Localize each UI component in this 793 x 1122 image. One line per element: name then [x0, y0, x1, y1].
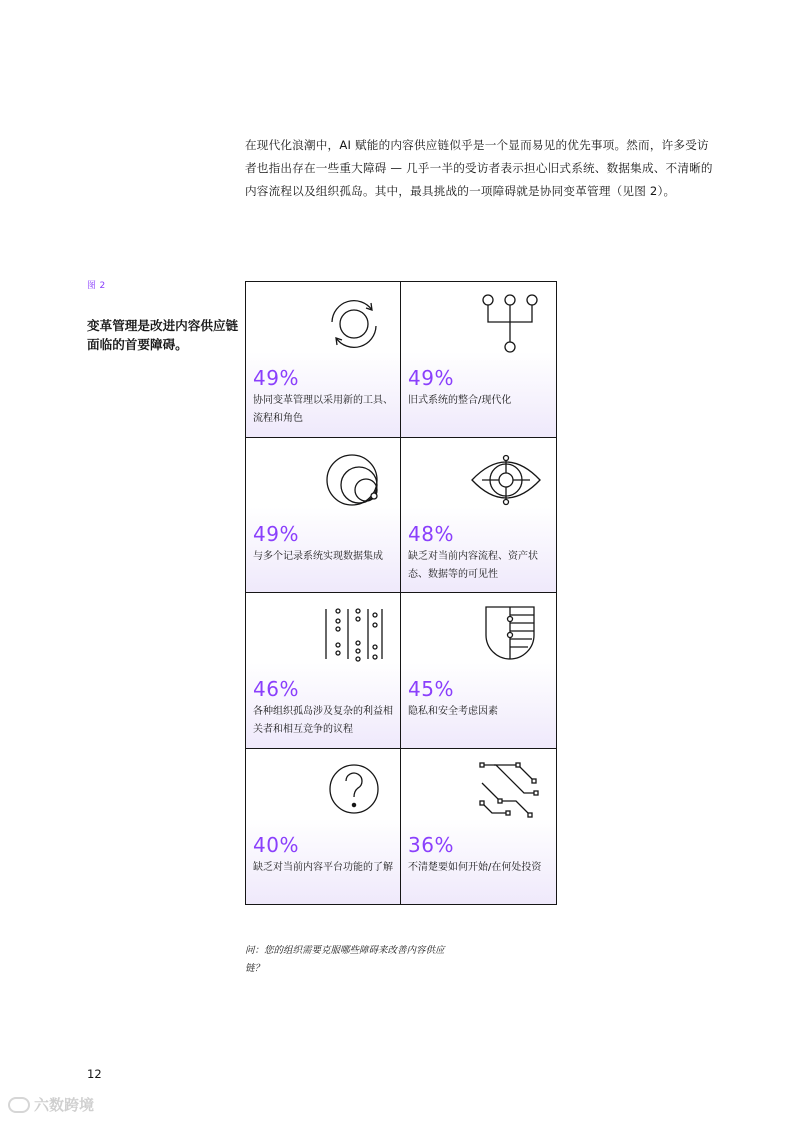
tile-percent: 45%	[408, 677, 454, 701]
barrier-tile	[401, 593, 556, 749]
tile-description: 旧式系统的整合/现代化	[408, 395, 512, 406]
barrier-tile	[246, 749, 401, 905]
tile-percent: 48%	[408, 521, 454, 546]
intro-paragraph: 在现代化浪潮中，AI 赋能的内容供应链似乎是一个显而易见的优先事项。然而，许多受访者也指出存在一些重大障碍 — 几乎一半的受访者表示担心旧式系统、数据集成、不清晰的内容流程以及组织孤岛。其中，最具挑战的一项障碍就是协同变革管理（见图 2）。	[245, 138, 713, 198]
tile-description: 各种组织孤岛涉及复杂的利益相关者和相互竞争的议程	[253, 706, 393, 735]
figure-title: 变革管理是改进内容供应链面临的首要障碍。	[87, 318, 239, 352]
nested-circles-icon	[322, 448, 386, 512]
survey-question: 问：您的组织需要克服哪些障碍来改善内容供应链？	[245, 945, 445, 974]
watermark-text: 六数跨境	[34, 1096, 95, 1114]
barrier-tile	[246, 282, 401, 438]
shield-icon	[478, 603, 542, 667]
barrier-grid	[245, 281, 557, 905]
tile-percent: 49%	[253, 366, 299, 390]
watermark	[8, 1094, 94, 1115]
tile-percent: 49%	[408, 366, 454, 390]
tile-description: 缺乏对当前内容流程、资产状态、数据等的可见性	[408, 550, 538, 580]
tile-percent: 40%	[253, 832, 299, 857]
barrier-tile	[246, 593, 401, 749]
figure-label: 图 2	[87, 281, 106, 291]
tile-description: 缺乏对当前内容平台功能的了解	[253, 861, 393, 873]
tile-description: 协同变革管理以采用新的工具、流程和角色	[253, 395, 393, 424]
barrier-tile	[401, 438, 556, 594]
eye-icon	[470, 448, 542, 512]
diagonal-paths-icon	[478, 759, 542, 823]
barrier-tile	[246, 438, 401, 594]
barrier-tile	[401, 282, 556, 438]
tile-percent: 46%	[253, 677, 299, 701]
watermark-logo-icon	[8, 1097, 30, 1113]
tile-description: 与多个记录系统实现数据集成	[253, 550, 383, 562]
tile-percent: 36%	[408, 832, 454, 857]
barrier-tile	[401, 749, 556, 905]
tile-percent: 49%	[253, 521, 299, 546]
cycle-arrows-icon	[322, 292, 386, 356]
silo-columns-icon	[322, 603, 386, 667]
question-mark-icon	[322, 759, 386, 823]
tile-description: 隐私和安全考虑因素	[408, 706, 498, 717]
merge-tree-icon	[478, 292, 542, 356]
tile-description: 不清楚要如何开始/在何处投资	[408, 861, 542, 873]
page-number: 12	[87, 1067, 102, 1081]
